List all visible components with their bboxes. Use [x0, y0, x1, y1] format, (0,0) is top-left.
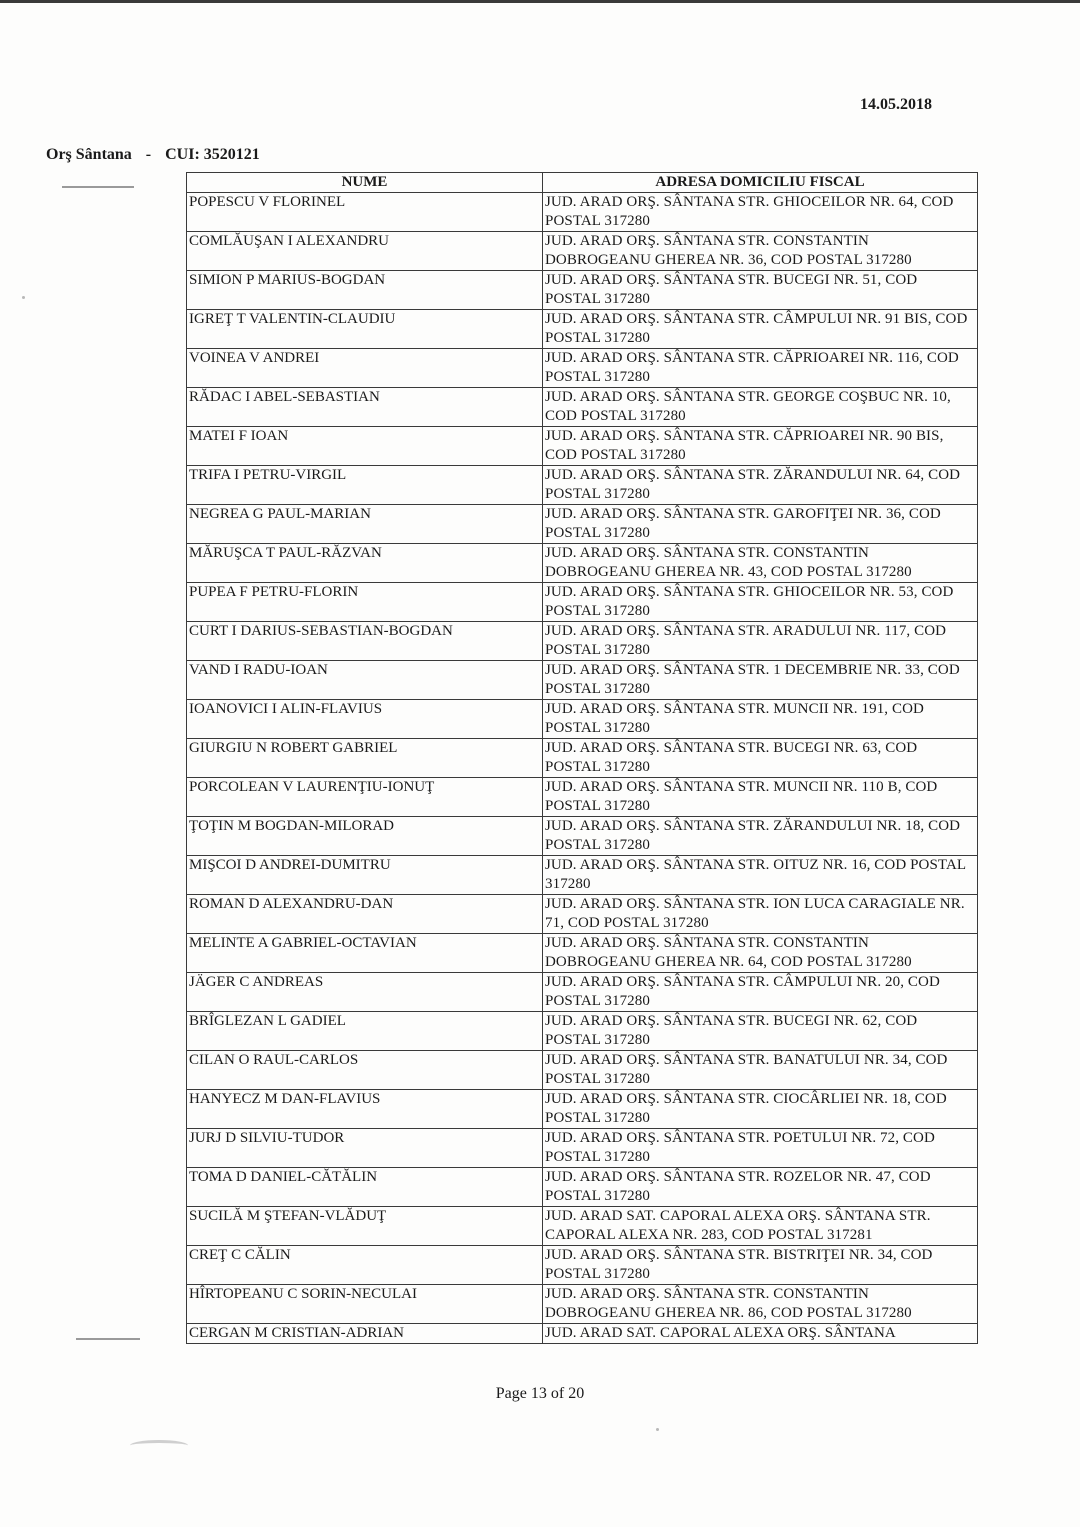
cui-label: CUI: 3520121	[165, 146, 260, 163]
fiscal-address-cell: JUD. ARAD ORŞ. SÂNTANA STR. CONSTANTIN DOBROGEANU GHEREA NR. 86, COD POSTAL 317280	[543, 1285, 978, 1324]
person-name-cell: CERGAN M CRISTIAN-ADRIAN	[187, 1324, 543, 1344]
table-header-row	[187, 173, 978, 193]
fiscal-address-cell: JUD. ARAD ORŞ. SÂNTANA STR. POETULUI NR. 72, COD POSTAL 317280	[543, 1129, 978, 1168]
table-row	[187, 505, 978, 544]
person-name-cell: VAND I RADU-IOAN	[187, 661, 543, 700]
person-name-cell: MIŞCOI D ANDREI-DUMITRU	[187, 856, 543, 895]
column-header-address: ADRESA DOMICILIU FISCAL	[543, 173, 978, 193]
margin-mark	[62, 186, 134, 188]
table-row	[187, 700, 978, 739]
table-row	[187, 895, 978, 934]
table-row	[187, 1246, 978, 1285]
table-row	[187, 193, 978, 232]
person-name-cell: JURJ D SILVIU-TUDOR	[187, 1129, 543, 1168]
document-date: 14.05.2018	[860, 96, 932, 113]
locality-label: Orş Sântana	[46, 146, 132, 163]
person-name-cell: TOMA D DANIEL-CĂTĂLIN	[187, 1168, 543, 1207]
table-row	[187, 583, 978, 622]
person-name-cell: CREŢ C CĂLIN	[187, 1246, 543, 1285]
scan-speck	[22, 296, 25, 299]
person-name-cell: IGREŢ T VALENTIN-CLAUDIU	[187, 310, 543, 349]
fiscal-address-cell: JUD. ARAD ORŞ. SÂNTANA STR. CIOCÂRLIEI NR. 18, COD POSTAL 317280	[543, 1090, 978, 1129]
fiscal-address-cell: JUD. ARAD ORŞ. SÂNTANA STR. BUCEGI NR. 62, COD POSTAL 317280	[543, 1012, 978, 1051]
fiscal-address-cell: JUD. ARAD ORŞ. SÂNTANA STR. MUNCII NR. 110 B, COD POSTAL 317280	[543, 778, 978, 817]
fiscal-address-cell: JUD. ARAD ORŞ. SÂNTANA STR. ZĂRANDULUI NR. 64, COD POSTAL 317280	[543, 466, 978, 505]
table-row	[187, 349, 978, 388]
table-row	[187, 622, 978, 661]
table-body	[187, 193, 978, 1344]
table-row	[187, 739, 978, 778]
table-row	[187, 1285, 978, 1324]
table-row	[187, 1324, 978, 1344]
fiscal-address-cell: JUD. ARAD SAT. CAPORAL ALEXA ORŞ. SÂNTANA STR. CAPORAL ALEXA NR. 283, COD POSTAL 317281	[543, 1207, 978, 1246]
fiscal-address-cell: JUD. ARAD ORŞ. SÂNTANA STR. CONSTANTIN DOBROGEANU GHEREA NR. 43, COD POSTAL 317280	[543, 544, 978, 583]
table-row	[187, 388, 978, 427]
taxpayer-table	[186, 172, 978, 1344]
person-name-cell: PUPEA F PETRU-FLORIN	[187, 583, 543, 622]
person-name-cell: SIMION P MARIUS-BOGDAN	[187, 271, 543, 310]
person-name-cell: TRIFA I PETRU-VIRGIL	[187, 466, 543, 505]
person-name-cell: COMLĂUŞAN I ALEXANDRU	[187, 232, 543, 271]
person-name-cell: HANYECZ M DAN-FLAVIUS	[187, 1090, 543, 1129]
table-row	[187, 1012, 978, 1051]
fiscal-address-cell: JUD. ARAD ORŞ. SÂNTANA STR. ZĂRANDULUI NR. 18, COD POSTAL 317280	[543, 817, 978, 856]
fiscal-address-cell: JUD. ARAD SAT. CAPORAL ALEXA ORŞ. SÂNTANA	[543, 1324, 978, 1344]
person-name-cell: ROMAN D ALEXANDRU-DAN	[187, 895, 543, 934]
person-name-cell: CURT I DARIUS-SEBASTIAN-BOGDAN	[187, 622, 543, 661]
fiscal-address-cell: JUD. ARAD ORŞ. SÂNTANA STR. CONSTANTIN DOBROGEANU GHEREA NR. 64, COD POSTAL 317280	[543, 934, 978, 973]
table-row	[187, 856, 978, 895]
header-separator: -	[145, 146, 152, 163]
person-name-cell: MĂRUŞCA T PAUL-RĂZVAN	[187, 544, 543, 583]
table-row	[187, 427, 978, 466]
fiscal-address-cell: JUD. ARAD ORŞ. SÂNTANA STR. GHIOCEILOR NR. 53, COD POSTAL 317280	[543, 583, 978, 622]
table-row	[187, 232, 978, 271]
table-row	[187, 778, 978, 817]
document-header	[46, 146, 260, 164]
table-row	[187, 934, 978, 973]
person-name-cell: CILAN O RAUL-CARLOS	[187, 1051, 543, 1090]
margin-mark	[76, 1338, 140, 1340]
table-row	[187, 1090, 978, 1129]
person-name-cell: BRÎGLEZAN L GADIEL	[187, 1012, 543, 1051]
fiscal-address-cell: JUD. ARAD ORŞ. SÂNTANA STR. 1 DECEMBRIE NR. 33, COD POSTAL 317280	[543, 661, 978, 700]
person-name-cell: HÎRTOPEANU C SORIN-NECULAI	[187, 1285, 543, 1324]
table-row	[187, 310, 978, 349]
person-name-cell: IOANOVICI I ALIN-FLAVIUS	[187, 700, 543, 739]
table-row	[187, 544, 978, 583]
page-number: Page 13 of 20	[495, 1385, 585, 1402]
fiscal-address-cell: JUD. ARAD ORŞ. SÂNTANA STR. GEORGE COŞBUC NR. 10, COD POSTAL 317280	[543, 388, 978, 427]
table-row	[187, 466, 978, 505]
table-row	[187, 661, 978, 700]
fiscal-address-cell: JUD. ARAD ORŞ. SÂNTANA STR. BISTRIŢEI NR. 34, COD POSTAL 317280	[543, 1246, 978, 1285]
fiscal-address-cell: JUD. ARAD ORŞ. SÂNTANA STR. BANATULUI NR. 34, COD POSTAL 317280	[543, 1051, 978, 1090]
column-header-name: NUME	[187, 173, 543, 193]
table-row	[187, 817, 978, 856]
fiscal-address-cell: JUD. ARAD ORŞ. SÂNTANA STR. CĂPRIOAREI NR. 116, COD POSTAL 317280	[543, 349, 978, 388]
person-name-cell: NEGREA G PAUL-MARIAN	[187, 505, 543, 544]
scan-smudge	[130, 1440, 188, 1451]
table-row	[187, 1129, 978, 1168]
fiscal-address-cell: JUD. ARAD ORŞ. SÂNTANA STR. OITUZ NR. 16, COD POSTAL 317280	[543, 856, 978, 895]
fiscal-address-cell: JUD. ARAD ORŞ. SÂNTANA STR. GAROFIŢEI NR. 36, COD POSTAL 317280	[543, 505, 978, 544]
fiscal-address-cell: JUD. ARAD ORŞ. SÂNTANA STR. BUCEGI NR. 51, COD POSTAL 317280	[543, 271, 978, 310]
fiscal-address-cell: JUD. ARAD ORŞ. SÂNTANA STR. ROZELOR NR. 47, COD POSTAL 317280	[543, 1168, 978, 1207]
fiscal-address-cell: JUD. ARAD ORŞ. SÂNTANA STR. ION LUCA CARAGIALE NR. 71, COD POSTAL 317280	[543, 895, 978, 934]
table-row	[187, 271, 978, 310]
fiscal-address-cell: JUD. ARAD ORŞ. SÂNTANA STR. CONSTANTIN DOBROGEANU GHEREA NR. 36, COD POSTAL 317280	[543, 232, 978, 271]
fiscal-address-cell: JUD. ARAD ORŞ. SÂNTANA STR. CĂPRIOAREI NR. 90 BIS, COD POSTAL 317280	[543, 427, 978, 466]
scan-top-edge	[0, 0, 1080, 3]
person-name-cell: SUCILĂ M ŞTEFAN-VLĂDUŢ	[187, 1207, 543, 1246]
fiscal-address-cell: JUD. ARAD ORŞ. SÂNTANA STR. BUCEGI NR. 63, COD POSTAL 317280	[543, 739, 978, 778]
person-name-cell: VOINEA V ANDREI	[187, 349, 543, 388]
fiscal-address-cell: JUD. ARAD ORŞ. SÂNTANA STR. CÂMPULUI NR. 20, COD POSTAL 317280	[543, 973, 978, 1012]
fiscal-address-cell: JUD. ARAD ORŞ. SÂNTANA STR. ARADULUI NR. 117, COD POSTAL 317280	[543, 622, 978, 661]
fiscal-address-cell: JUD. ARAD ORŞ. SÂNTANA STR. GHIOCEILOR NR. 64, COD POSTAL 317280	[543, 193, 978, 232]
person-name-cell: ŢOŢIN M BOGDAN-MILORAD	[187, 817, 543, 856]
person-name-cell: JÄGER C ANDREAS	[187, 973, 543, 1012]
person-name-cell: GIURGIU N ROBERT GABRIEL	[187, 739, 543, 778]
person-name-cell: POPESCU V FLORINEL	[187, 193, 543, 232]
table-row	[187, 1051, 978, 1090]
fiscal-address-cell: JUD. ARAD ORŞ. SÂNTANA STR. CÂMPULUI NR. 91 BIS, COD POSTAL 317280	[543, 310, 978, 349]
fiscal-address-cell: JUD. ARAD ORŞ. SÂNTANA STR. MUNCII NR. 191, COD POSTAL 317280	[543, 700, 978, 739]
scan-speck	[656, 1428, 659, 1431]
person-name-cell: RĂDAC I ABEL-SEBASTIAN	[187, 388, 543, 427]
table-row	[187, 1168, 978, 1207]
person-name-cell: MATEI F IOAN	[187, 427, 543, 466]
person-name-cell: MELINTE A GABRIEL-OCTAVIAN	[187, 934, 543, 973]
table-row	[187, 973, 978, 1012]
person-name-cell: PORCOLEAN V LAURENŢIU-IONUŢ	[187, 778, 543, 817]
table-row	[187, 1207, 978, 1246]
